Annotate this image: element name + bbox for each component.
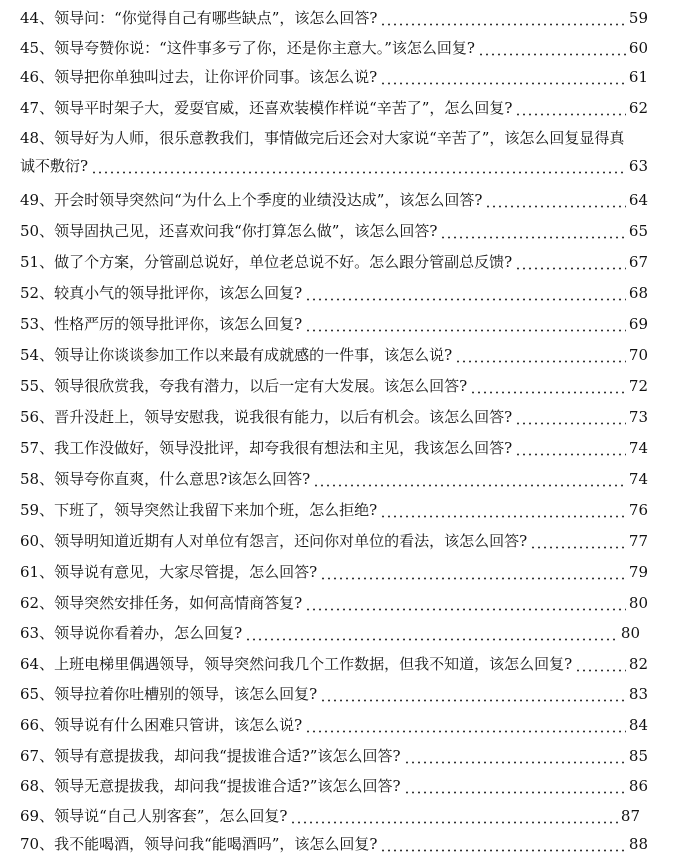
toc-page-number: 80 <box>628 594 648 612</box>
toc-entry-53[interactable] <box>20 311 648 337</box>
dot-leader <box>305 608 626 611</box>
toc-entry-text: 62、领导突然安排任务，如何高情商答复? <box>20 594 303 612</box>
toc-entry-57[interactable] <box>20 435 648 461</box>
toc-page-number: 59 <box>628 9 648 27</box>
toc-entry-text: 59、下班了，领导突然让我留下来加个班，怎么拒绝? <box>20 501 378 519</box>
toc-page-number: 79 <box>628 563 648 581</box>
toc-entry-66[interactable] <box>20 712 648 738</box>
toc-entry-text: 51、做了个方案，分管副总说好，单位老总说不好。怎么跟分管副总反馈? <box>20 253 513 271</box>
toc-page-number: 68 <box>628 284 648 302</box>
dot-leader <box>440 236 625 239</box>
toc-entry-56[interactable] <box>20 404 648 430</box>
toc-entry-text: 69、领导说“自己人别客套”，怎么回复? <box>20 807 288 825</box>
toc-entry-70[interactable] <box>20 831 648 857</box>
toc-entry-64[interactable] <box>20 651 648 677</box>
toc-entry-text: 46、领导把你单独叫过去，让你评价同事。该怎么说? <box>20 68 378 86</box>
toc-page-number: 74 <box>628 439 648 457</box>
toc-entry-62[interactable] <box>20 590 648 616</box>
dot-leader <box>455 360 626 363</box>
dot-leader <box>515 453 626 456</box>
toc-entry-text: 48、领导好为人师，很乐意教我们，事情做完后还会对大家说“辛苦了”，该怎么回复显得真 <box>20 129 625 147</box>
toc-page-number: 80 <box>620 624 640 642</box>
toc-entry-text: 53、性格严厉的领导批评你，该怎么回复? <box>20 315 303 333</box>
dot-leader <box>575 669 626 672</box>
toc-entry-68[interactable] <box>20 773 648 799</box>
toc-entry-59[interactable] <box>20 497 648 523</box>
toc-entry-45[interactable] <box>20 35 648 61</box>
dot-leader <box>380 849 625 852</box>
toc-entry-67[interactable] <box>20 743 648 769</box>
toc-entry-text: 66、领导说有什么困难只管讲，该怎么说? <box>20 716 303 734</box>
toc-page-number: 62 <box>628 99 648 117</box>
toc-page-number: 87 <box>620 807 640 825</box>
toc-entry-text: 54、领导让你谈谈参加工作以来最有成就感的一件事，该怎么说? <box>20 346 453 364</box>
toc-entry-text: 50、领导固执己见，还喜欢问我“你打算怎么做”，该怎么回答? <box>20 222 438 240</box>
toc-page-number: 64 <box>628 191 648 209</box>
dot-leader <box>485 205 625 208</box>
toc-entry-text: 65、领导拉着你吐槽别的领导，该怎么回复? <box>20 685 318 703</box>
toc-page-number: 83 <box>628 685 648 703</box>
toc-entry-54[interactable] <box>20 342 648 368</box>
toc-entry-52[interactable] <box>20 280 648 306</box>
toc-entry-49[interactable] <box>20 187 648 213</box>
toc-entry-text: 70、我不能喝酒，领导问我“能喝酒吗”，该怎么回复? <box>20 835 378 853</box>
toc-entry-text: 68、领导无意提拔我，却问我“提拔谁合适?”该怎么回答? <box>20 777 401 795</box>
toc-page-number: 60 <box>628 39 648 57</box>
toc-page-number: 74 <box>628 470 648 488</box>
toc-page-number: 77 <box>628 532 648 550</box>
dot-leader <box>91 171 626 174</box>
dot-leader <box>313 484 626 487</box>
toc-page-number: 82 <box>628 655 648 673</box>
toc-entry-50[interactable] <box>20 218 648 244</box>
toc-entry-65[interactable] <box>20 681 648 707</box>
toc-entry-text: 52、较真小气的领导批评你，该怎么回复? <box>20 284 303 302</box>
toc-entry-text: 63、领导说你看着办，怎么回复? <box>20 624 243 642</box>
toc-page-number: 73 <box>628 408 648 426</box>
toc-entry-text: 49、开会时领导突然问“为什么上个季度的业绩没达成”，该怎么回答? <box>20 191 483 209</box>
toc-page-number: 72 <box>628 377 648 395</box>
toc-entry-text: 56、晋升没赶上，领导安慰我，说我很有能力，以后有机会。该怎么回答? <box>20 408 513 426</box>
dot-leader <box>320 577 626 580</box>
dot-leader <box>245 638 618 641</box>
toc-entry-48[interactable] <box>20 125 648 181</box>
dot-leader <box>515 422 626 425</box>
toc-entry-text: 45、领导夸赞你说：“这件事多亏了你，还是你主意大。”该怎么回复? <box>20 39 475 57</box>
dot-leader <box>404 761 626 764</box>
toc-page-number: 84 <box>628 716 648 734</box>
toc-entry-51[interactable] <box>20 249 648 275</box>
toc-entry-text: 58、领导夸你直爽，什么意思?该怎么回答? <box>20 470 311 488</box>
toc-entry-55[interactable] <box>20 373 648 399</box>
toc-entry-text: 61、领导说有意见，大家尽管提，怎么回答? <box>20 563 318 581</box>
toc-page-number: 65 <box>628 222 648 240</box>
toc-entry-69[interactable] <box>20 803 640 829</box>
toc-page-number: 61 <box>628 68 648 86</box>
dot-leader <box>305 298 626 301</box>
toc-page-number: 69 <box>628 315 648 333</box>
dot-leader <box>380 82 626 85</box>
toc-entry-58[interactable] <box>20 466 648 492</box>
toc-entry-61[interactable] <box>20 559 648 585</box>
dot-leader <box>515 113 625 116</box>
dot-leader <box>515 267 626 270</box>
toc-entry-text: 67、领导有意提拔我，却问我“提拔谁合适?”该怎么回答? <box>20 747 401 765</box>
toc-entry-text: 64、上班电梯里偶遇领导，领导突然问我几个工作数据，但我不知道，该怎么回复? <box>20 655 573 673</box>
toc-entry-text: 60、领导明知道近期有人对单位有怨言，还问你对单位的看法，该怎么回答? <box>20 532 528 550</box>
dot-leader <box>404 791 626 794</box>
dot-leader <box>380 515 626 518</box>
dot-leader <box>290 821 617 824</box>
toc-entry-46[interactable] <box>20 64 648 90</box>
toc-entry-text: 47、领导平时架子大，爱耍官威，还喜欢装模作样说“辛苦了”，怎么回复? <box>20 99 513 117</box>
toc-page-number: 70 <box>628 346 648 364</box>
toc-page-number: 76 <box>628 501 648 519</box>
toc-entry-continuation: 诚不敷衍? <box>20 157 89 175</box>
toc-page-number: 85 <box>628 747 648 765</box>
toc-page-number: 67 <box>628 253 648 271</box>
toc-entry-60[interactable] <box>20 528 648 554</box>
toc-entry-63[interactable] <box>20 620 640 646</box>
toc-entry-44[interactable] <box>20 5 648 31</box>
toc-page-number: 63 <box>628 157 648 175</box>
dot-leader <box>478 53 626 56</box>
toc-entry-text: 57、我工作没做好，领导没批评，却夸我很有想法和主见，我该怎么回答? <box>20 439 513 457</box>
dot-leader <box>320 699 626 702</box>
toc-entry-47[interactable] <box>20 95 648 121</box>
dot-leader <box>470 391 626 394</box>
toc-page-number: 86 <box>628 777 648 795</box>
dot-leader <box>305 329 626 332</box>
toc-page-number: 88 <box>628 835 648 853</box>
dot-leader <box>530 546 626 549</box>
dot-leader <box>380 23 625 26</box>
dot-leader <box>305 730 626 733</box>
toc-entry-text: 44、领导问：“你觉得自己有哪些缺点”，该怎么回答? <box>20 9 378 27</box>
toc-entry-text: 55、领导很欣赏我，夸我有潜力，以后一定有大发展。该怎么回答? <box>20 377 468 395</box>
